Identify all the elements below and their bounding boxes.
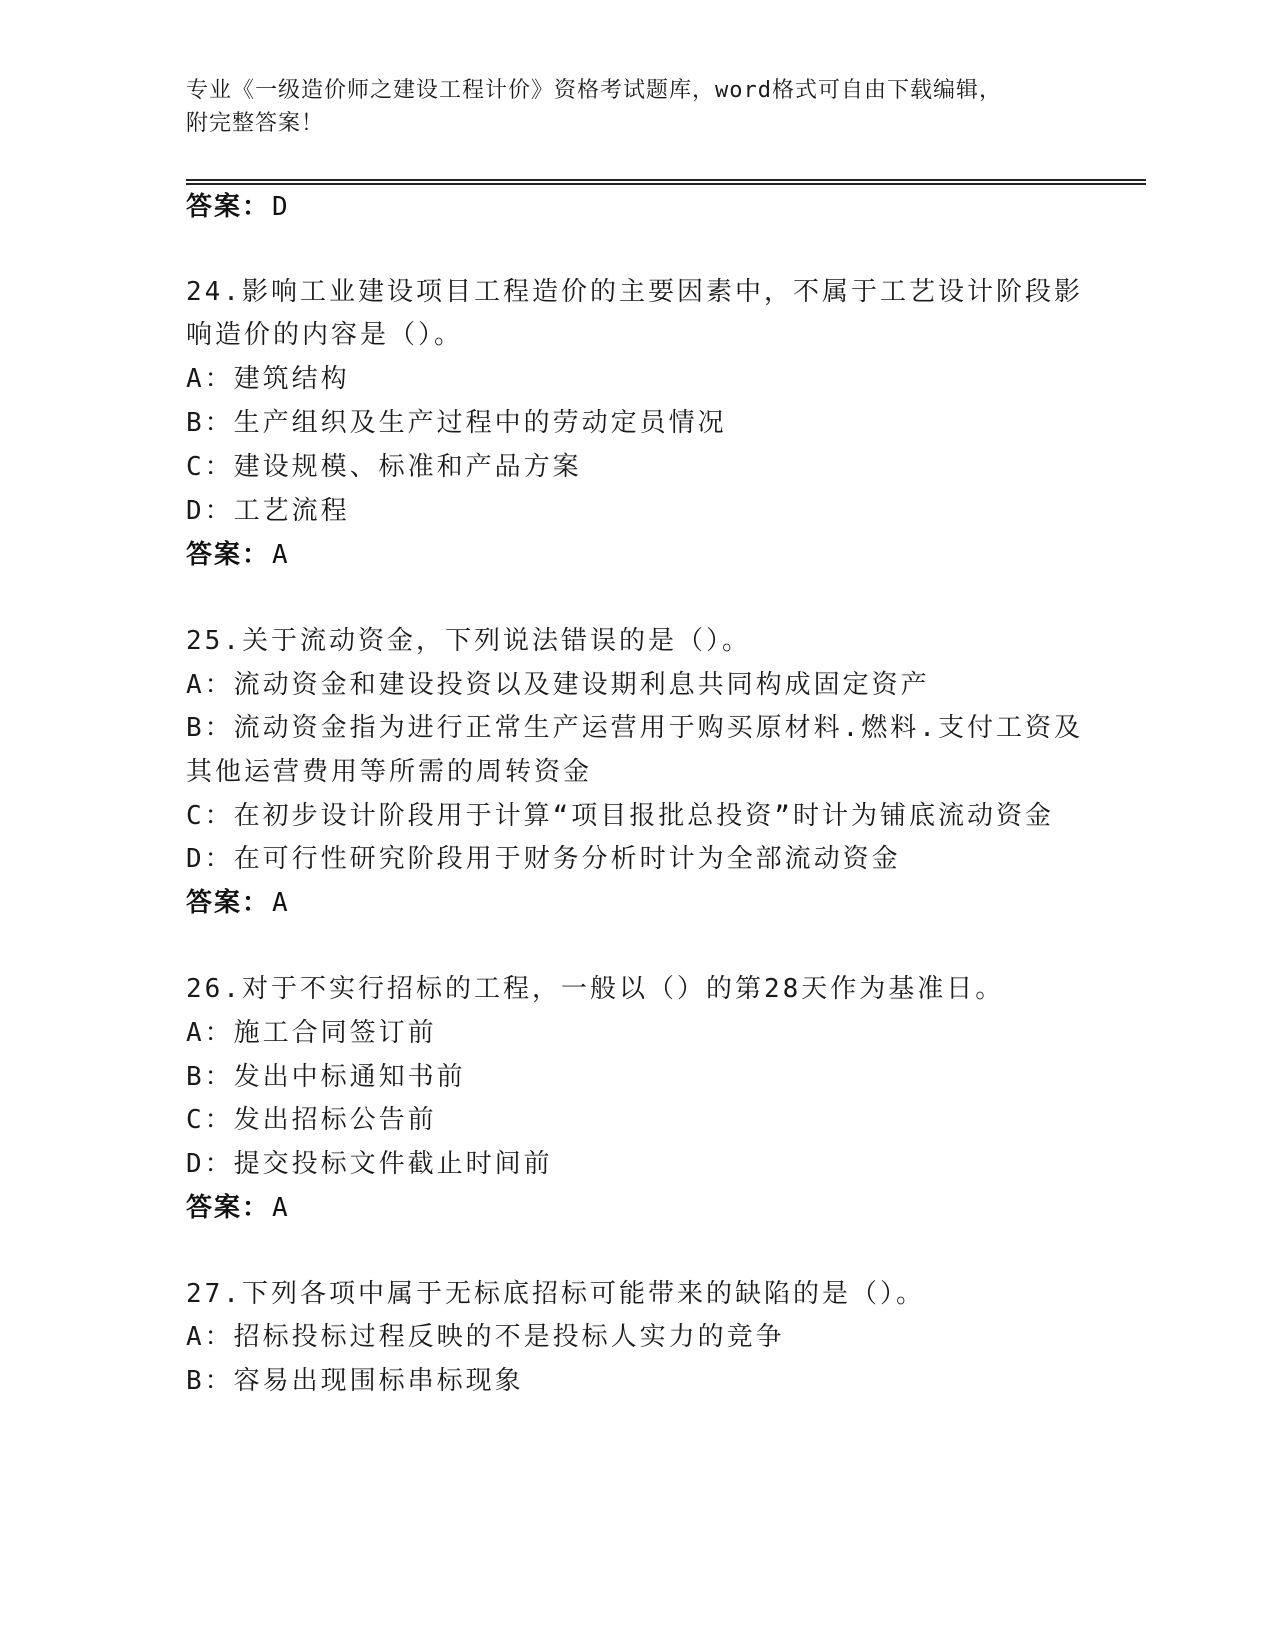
question-25-option-b: B：流动资金指为进行正常生产运营用于购买原材料.燃料.支付工资及 — [186, 713, 1083, 743]
question-27-option-b: B：容易出现围标串标现象 — [186, 1366, 524, 1396]
question-26-option-d: D：提交投标文件截止时间前 — [186, 1149, 553, 1179]
question-24-option-b: B：生产组织及生产过程中的劳动定员情况 — [186, 408, 727, 438]
question-25-answer — [186, 886, 288, 920]
answer-label: 答案： — [186, 192, 271, 222]
header-line-1: 专业《一级造价师之建设工程计价》资格考试题库，word格式可自由下载编辑， — [186, 78, 1002, 103]
question-25-option-d: D：在可行性研究阶段用于财务分析时计为全部流动资金 — [186, 844, 901, 874]
answer-value: D — [272, 192, 288, 222]
header-divider-bottom — [186, 183, 1146, 185]
answer-value: A — [272, 540, 288, 570]
question-25-option-b-cont: 其他运营费用等所需的周转资金 — [186, 757, 593, 787]
answer-label: 答案： — [186, 888, 271, 918]
document-header — [186, 74, 1066, 140]
answer-line — [186, 190, 288, 224]
question-25-option-a: A：流动资金和建设投资以及建设期利息共同构成固定资产 — [186, 670, 930, 700]
answer-value: A — [272, 1193, 288, 1223]
answer-label: 答案： — [186, 540, 271, 570]
header-line-2: 附完整答案！ — [186, 111, 325, 136]
question-27-option-a: A：招标投标过程反映的不是投标人实力的竞争 — [186, 1322, 785, 1352]
question-26-answer — [186, 1191, 288, 1225]
question-24-stem-cont: 响造价的内容是（）。 — [186, 320, 464, 350]
question-25-stem: 25.关于流动资金，下列说法错误的是（）。 — [186, 626, 751, 656]
question-26-option-a: A：施工合同签订前 — [186, 1018, 437, 1048]
answer-label: 答案： — [186, 1193, 271, 1223]
question-24-stem: 24.影响工业建设项目工程造价的主要因素中，不属于工艺设计阶段影 — [186, 277, 1083, 307]
question-24-option-a: A：建筑结构 — [186, 364, 350, 394]
question-26-option-b: B：发出中标通知书前 — [186, 1062, 466, 1092]
question-27-stem: 27.下列各项中属于无标底招标可能带来的缺陷的是（）。 — [186, 1279, 925, 1309]
answer-value: A — [272, 888, 288, 918]
question-26-stem: 26.对于不实行招标的工程，一般以（）的第28天作为基准日。 — [186, 974, 1005, 1004]
question-26-option-c: C：发出招标公告前 — [186, 1105, 437, 1135]
question-24-option-d: D：工艺流程 — [186, 496, 350, 526]
question-25-option-c: C：在初步设计阶段用于计算“项目报批总投资”时计为铺底流动资金 — [186, 801, 1054, 831]
header-divider-top — [186, 179, 1146, 181]
question-24-answer — [186, 538, 288, 572]
question-24-option-c: C：建设规模、标准和产品方案 — [186, 452, 582, 482]
